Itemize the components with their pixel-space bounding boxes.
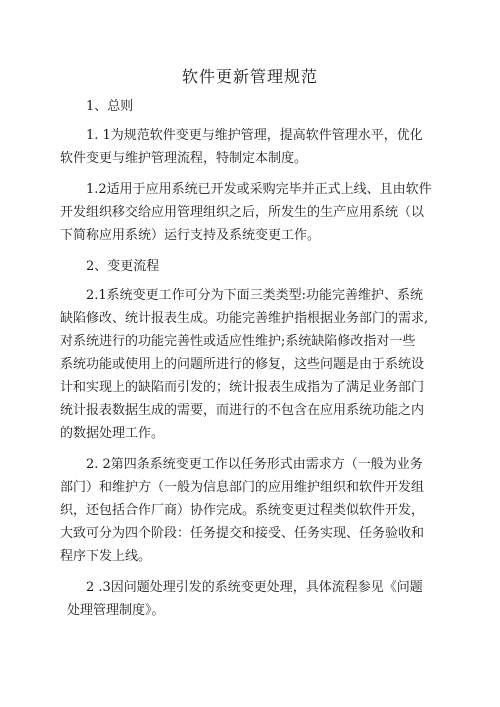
text-line: 缺陷修改、统计报表生成。功能完善维护指根据业务部门的需求, <box>60 311 429 326</box>
text-line: 的数据处理工作。 <box>60 426 165 441</box>
text-line: 系统功能或使用上的问题所进行的修复，这些问题是由于系统设 <box>60 357 425 372</box>
section-heading-change-process: 2、变更流程 <box>86 259 160 274</box>
text-line: 2 .3因问题处理引发的系统变更处理，具体流程参见《问题 <box>86 580 423 595</box>
text-line: 2. 2第四条系统变更工作以任务形式由需求方（一般为业务 <box>86 457 423 472</box>
paragraph-2-2 <box>60 453 440 568</box>
text-line: 部门）和维护方（一般为信息部门的应用维护组织和软件开发组 <box>60 480 425 495</box>
document-body <box>60 95 440 630</box>
text-line: 织，还包括合作厂商）协作完成。系统变更过程类似软件开发， <box>60 503 425 518</box>
text-line: 对系统进行的功能完善性或适应性维护;系统缺陷修改指对一些 <box>60 334 416 349</box>
text-line: 开发组织移交给应用管理组织之后，所发生的生产应用系统（以 <box>60 205 425 220</box>
text-line: 下简称应用系统）运行支持及系统变更工作。 <box>60 228 321 243</box>
text-line: 大致可分为四个阶段：任务提交和接受、任务实现、任务验收和 <box>60 526 425 541</box>
text-line: 软件变更与维护管理流程，特制定本制度。 <box>60 151 308 166</box>
text-line: 程序下发上线。 <box>60 549 152 564</box>
paragraph-2-1 <box>60 284 440 445</box>
text-line: 2.1系统变更工作可分为下面三类类型:功能完善维护、系统 <box>86 288 424 303</box>
text-line: 计和实现上的缺陷而引发的；统计报表生成指为了满足业务部门 <box>60 380 425 395</box>
paragraph-1-2 <box>60 178 440 247</box>
paragraph-1-1 <box>60 124 440 170</box>
text-line: 1. 1为规范软件变更与维护管理，提高软件管理水平，优化 <box>86 128 423 143</box>
paragraph-2-3 <box>60 576 440 622</box>
document-title: 软件更新管理规范 <box>181 67 318 86</box>
section-heading-general: 1、总则 <box>86 99 134 114</box>
text-line: 统计报表数据生成的需要，而进行的不包含在应用系统功能之内 <box>60 403 425 418</box>
text-line: 1.2适用于应用系统已开发或采购完毕并正式上线、且由软件 <box>86 182 432 197</box>
text-line: 处理管理制度》。 <box>67 603 165 618</box>
